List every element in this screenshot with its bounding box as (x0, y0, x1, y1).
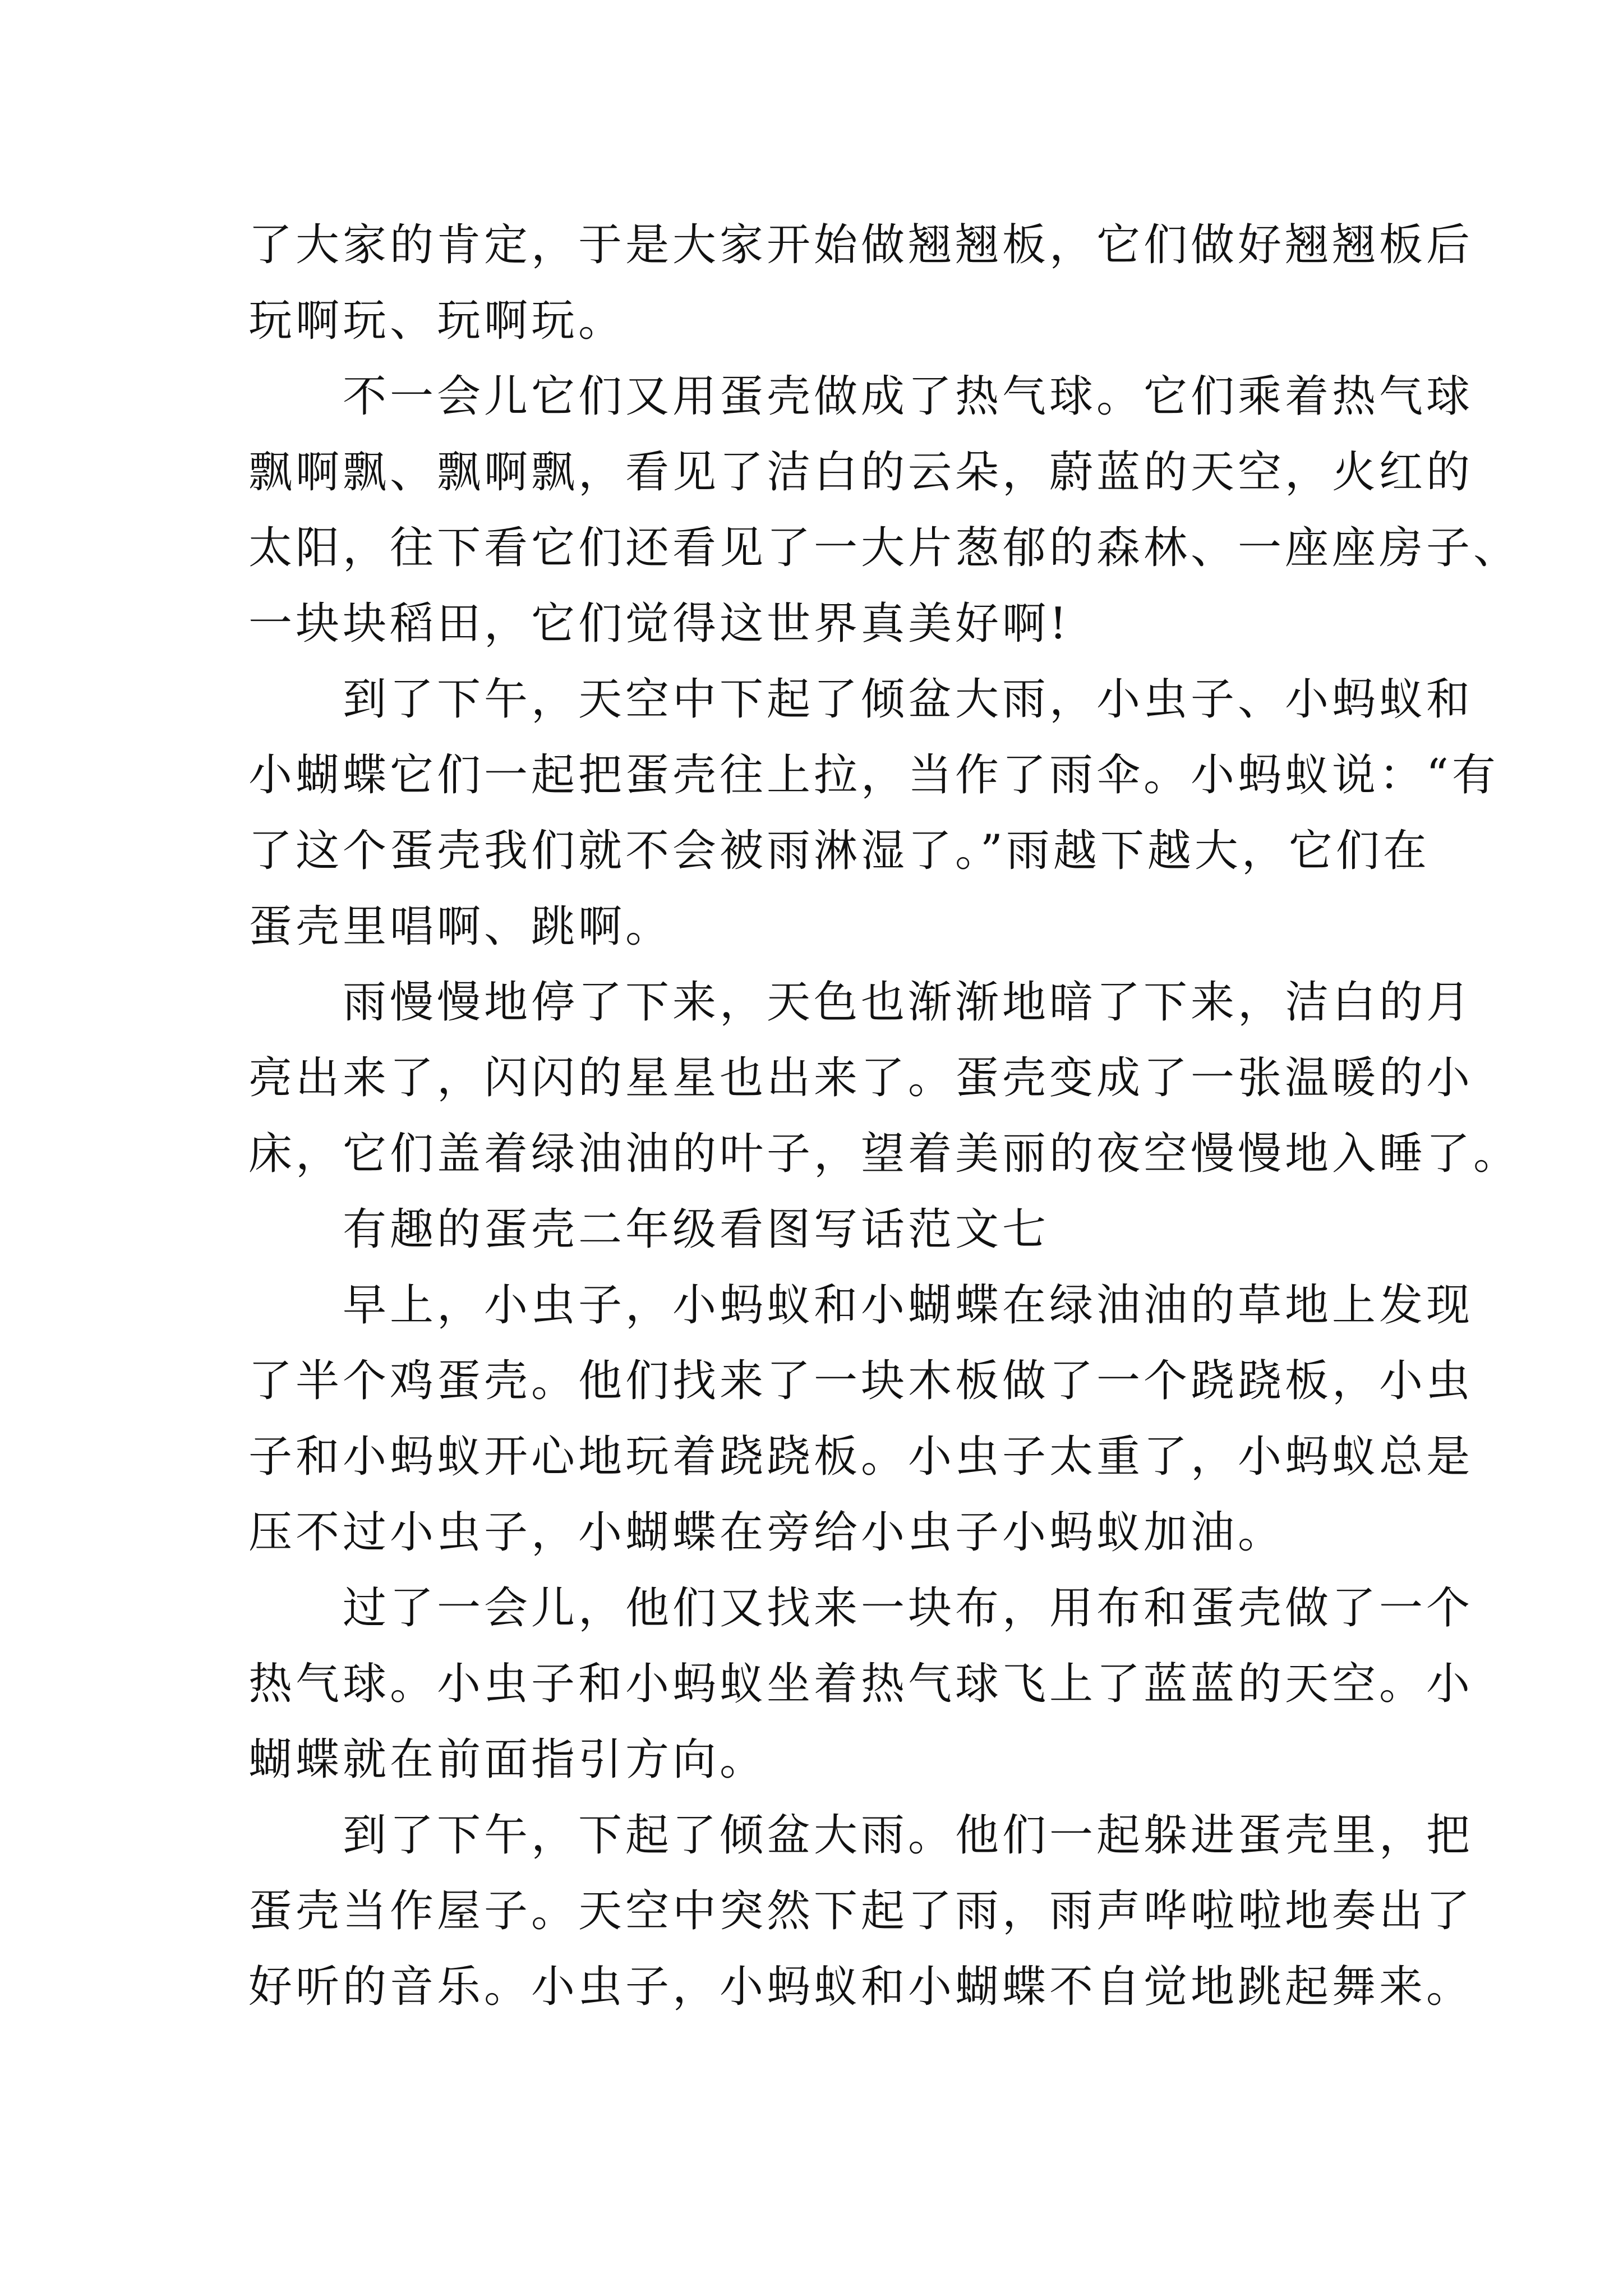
text-line: 了半个鸡蛋壳。他们找来了一块木板做了一个跷跷板，小虫 (248, 1356, 1474, 1406)
text-line: 太阳，往下看它们还看见了一大片葱郁的森林、一座座房子、 (248, 523, 1521, 573)
text-line: 一块块稻田，它们觉得这世界真美好啊! (248, 599, 1071, 649)
text-line: 压不过小虫子，小蝴蝶在旁给小虫子小蚂蚁加油。 (248, 1507, 1285, 1558)
text-line: 不一会儿它们又用蛋壳做成了热气球。它们乘着热气球 (248, 371, 1474, 422)
text-line: 早上，小虫子，小蚂蚁和小蝴蝶在绿油油的草地上发现 (248, 1280, 1474, 1331)
text-line: 热气球。小虫子和小蚂蚁坐着热气球飞上了蓝蓝的天空。小 (248, 1659, 1474, 1709)
text-line: 蛋壳里唱啊、跳啊。 (248, 901, 673, 952)
text-line: 小蝴蝶它们一起把蛋壳往上拉，当作了雨伞。小蚂蚁说：“有 (248, 750, 1499, 800)
text-line: 飘啊飘、飘啊飘，看见了洁白的云朵，蔚蓝的天空，火红的 (248, 447, 1474, 498)
text-line: 到了下午，下起了倾盆大雨。他们一起躲进蛋壳里，把 (248, 1810, 1474, 1861)
document-body (248, 208, 1521, 2025)
text-line: 亮出来了，闪闪的星星也出来了。蛋壳变成了一张温暖的小 (248, 1053, 1474, 1103)
text-line: 到了下午，天空中下起了倾盆大雨，小虫子、小蚂蚁和 (248, 674, 1474, 725)
text-line: 玩啊玩、玩啊玩。 (248, 296, 626, 346)
text-line: 蛋壳当作屋子。天空中突然下起了雨，雨声哗啦啦地奏出了 (248, 1886, 1474, 1936)
text-line: 了这个蛋壳我们就不会被雨淋湿了。”雨越下越大，它们在 (248, 826, 1430, 876)
section-heading: 有趣的蛋壳二年级看图写话范文七 (248, 1204, 1050, 1255)
text-line: 床，它们盖着绿油油的叶子，望着美丽的夜空慢慢地入睡了。 (248, 1129, 1521, 1179)
text-line: 蝴蝶就在前面指引方向。 (248, 1734, 767, 1785)
text-line: 雨慢慢地停了下来，天色也渐渐地暗了下来，洁白的月 (248, 977, 1474, 1028)
text-line: 子和小蚂蚁开心地玩着跷跷板。小虫子太重了，小蚂蚁总是 (248, 1432, 1474, 1482)
text-line: 过了一会儿，他们又找来一块布，用布和蛋壳做了一个 (248, 1583, 1474, 1634)
text-line: 好听的音乐。小虫子，小蚂蚁和小蝴蝶不自觉地跳起舞来。 (248, 1962, 1474, 2012)
text-line: 了大家的肯定，于是大家开始做翘翘板，它们做好翘翘板后 (248, 220, 1474, 270)
